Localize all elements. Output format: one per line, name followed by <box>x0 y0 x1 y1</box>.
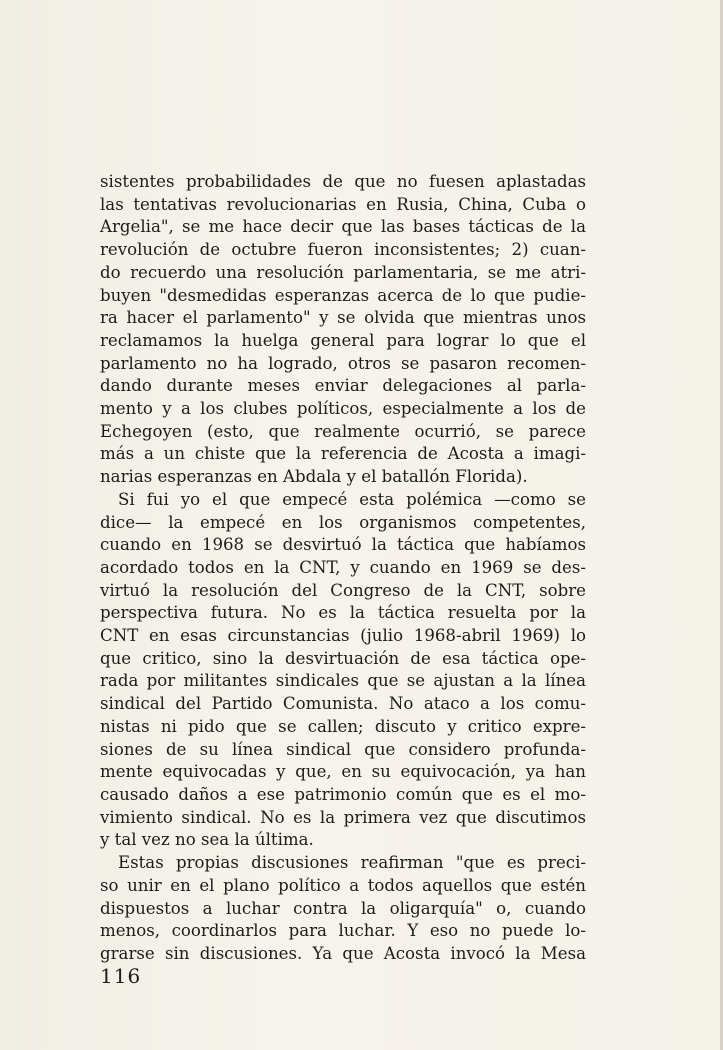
text-line: causado daños a ese patrimonio común que es el mo- <box>100 784 586 804</box>
text-line: parlamento no ha logrado, otros se pasaron recomen- <box>100 353 586 373</box>
text-line: perspectiva futura. No es la táctica resuelta por la <box>100 603 586 623</box>
text-line: cuando en 1968 se desvirtuó la táctica que habíamos <box>100 535 586 555</box>
text-line: Estas propias discusiones reafirman "que es preci- <box>118 853 586 873</box>
text-line: narias esperanzas en Abdala y el batallón Florida). <box>100 467 528 487</box>
text-line: CNT en esas circunstancias (julio 1968-abril 1969) lo <box>100 626 586 646</box>
text-line: mente equivocadas y que, en su equivocación, ya han <box>100 762 586 782</box>
text-line: Echegoyen (esto, que realmente ocurrió, se parece <box>100 421 586 441</box>
text-line: virtuó la resolución del Congreso de la CNT, sobre <box>100 580 586 600</box>
text-line: ra hacer el parlamento" y se olvida que mientras unos <box>100 308 586 328</box>
text-line: Si fui yo el que empecé esta polémica —como se <box>118 489 586 509</box>
text-line: y tal vez no sea la última. <box>100 830 314 850</box>
text-line: so unir en el plano político a todos aquellos que estén <box>100 875 586 895</box>
text-line: dispuestos a luchar contra la oligarquía" o, cuando <box>100 898 586 918</box>
text-line: revolución de octubre fueron inconsistentes; 2) cuan- <box>100 240 586 260</box>
text-line: grarse sin discusiones. Ya que Acosta invocó la Mesa <box>100 943 586 963</box>
text-line: dando durante meses enviar delegaciones al parla- <box>100 376 586 396</box>
text-line: mento y a los clubes políticos, especialmente a los de <box>100 399 586 419</box>
text-line: más a un chiste que la referencia de Acosta a imagi- <box>100 444 586 464</box>
text-line: vimiento sindical. No es la primera vez que discutimos <box>100 807 586 827</box>
text-line: Argelia", se me hace decir que las bases tácticas de la <box>100 217 586 237</box>
text-line: nistas ni pido que se callen; discuto y critico expre- <box>100 716 586 736</box>
text-line: siones de su línea sindical que considero profunda- <box>100 739 586 759</box>
text-line: sindical del Partido Comunista. No ataco a los comu- <box>100 694 586 714</box>
paragraph-1 <box>100 171 586 489</box>
body-text <box>100 171 586 966</box>
text-line: rada por militantes sindicales que se ajustan a la línea <box>100 671 586 691</box>
text-line: menos, coordinarlos para luchar. Y eso no puede lo- <box>100 921 586 941</box>
paragraph-2 <box>100 489 586 852</box>
text-line: las tentativas revolucionarias en Rusia, China, Cuba o <box>100 194 586 214</box>
text-line: reclamamos la huelga general para lograr lo que el <box>100 330 586 350</box>
text-line: do recuerdo una resolución parlamentaria, se me atri- <box>100 262 586 282</box>
text-line: buyen "desmedidas esperanzas acerca de lo que pudie- <box>100 285 586 305</box>
text-line: dice— la empecé en los organismos competentes, <box>100 512 586 532</box>
text-line: que critico, sino la desvirtuación de esa táctica ope- <box>100 648 586 668</box>
text-line: sistentes probabilidades de que no fuesen aplastadas <box>100 172 586 191</box>
text-line: acordado todos en la CNT, y cuando en 1969 se des- <box>100 557 586 577</box>
page-number: 116 <box>100 964 142 988</box>
paragraph-3 <box>100 852 586 966</box>
